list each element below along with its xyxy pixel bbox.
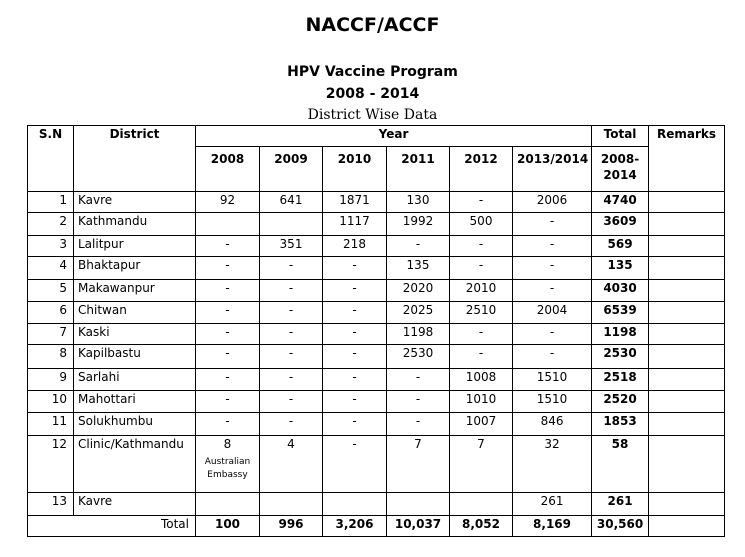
value-cell [323, 493, 387, 516]
remarks-cell [649, 192, 725, 213]
total-2008: 100 [196, 516, 260, 537]
sn-cell: 9 [28, 369, 74, 391]
table-row [28, 302, 725, 324]
district-cell: Bhaktapur [74, 257, 196, 280]
value-cell [260, 493, 323, 516]
value-cell: 1510 [513, 391, 592, 413]
header-total: Total [592, 126, 649, 147]
value-cell: - [260, 391, 323, 413]
value-cell: 130 [387, 192, 450, 213]
page-title: NACCF/ACCF [305, 14, 440, 36]
row-total-cell: 1198 [592, 324, 649, 345]
value-cell: - [196, 236, 260, 257]
value-cell: 2010 [450, 280, 513, 302]
value-cell: - [450, 236, 513, 257]
value-cell: 500 [450, 213, 513, 236]
value-cell: - [260, 257, 323, 280]
totals-remarks [649, 516, 725, 537]
value-cell [260, 213, 323, 236]
value-cell: 1117 [323, 213, 387, 236]
table-row [28, 213, 725, 236]
table-subtitle: District Wise Data [307, 107, 438, 123]
header-year-2013-2014: 2013/2014 [513, 147, 592, 192]
table-row [28, 324, 725, 345]
row-total-cell: 3609 [592, 213, 649, 236]
value-cell: 2006 [513, 192, 592, 213]
remarks-cell [649, 369, 725, 391]
total-2011: 10,037 [387, 516, 450, 537]
value-cell: 261 [513, 493, 592, 516]
remark-note-line1: Australian [204, 457, 251, 467]
district-cell: Lalitpur [74, 236, 196, 257]
sn-cell: 13 [28, 493, 74, 516]
header-district: District [74, 126, 196, 192]
value-cell: 1510 [513, 369, 592, 391]
value-cell: - [323, 436, 387, 493]
row-total-cell: 2520 [592, 391, 649, 413]
sn-cell: 12 [28, 436, 74, 493]
value-cell: 135 [387, 257, 450, 280]
value-cell: 1871 [323, 192, 387, 213]
value-cell: - [513, 324, 592, 345]
district-cell: Solukhumbu [74, 413, 196, 436]
value-cell: - [323, 391, 387, 413]
district-cell: Kapilbastu [74, 345, 196, 369]
remarks-cell [649, 302, 725, 324]
value-cell: - [450, 345, 513, 369]
value-cell: - [387, 236, 450, 257]
value-cell: 2025 [387, 302, 450, 324]
district-data-table [27, 125, 725, 537]
header-year-2008: 2008 [196, 147, 260, 192]
remarks-cell [649, 493, 725, 516]
value-cell: 2510 [450, 302, 513, 324]
remarks-cell [649, 413, 725, 436]
district-cell: Clinic/Kathmandu [74, 436, 196, 493]
value-cell: 1008 [450, 369, 513, 391]
value-cell: - [323, 369, 387, 391]
sn-cell: 11 [28, 413, 74, 436]
value-cell: - [196, 257, 260, 280]
value-cell: - [260, 280, 323, 302]
value-cell: - [513, 345, 592, 369]
row-total-cell: 569 [592, 236, 649, 257]
row-total-cell: 6539 [592, 302, 649, 324]
value-cell: 1198 [387, 324, 450, 345]
value-cell: 2004 [513, 302, 592, 324]
value-cell: - [260, 324, 323, 345]
table-row [28, 413, 725, 436]
value-cell [196, 493, 260, 516]
value-cell: - [260, 302, 323, 324]
total-2010: 3,206 [323, 516, 387, 537]
value-cell: 4 [260, 436, 323, 493]
sn-cell: 1 [28, 192, 74, 213]
row-total-cell: 1853 [592, 413, 649, 436]
header-year-2010: 2010 [323, 147, 387, 192]
period-title: 2008 - 2014 [325, 86, 420, 102]
table-row [28, 493, 725, 516]
value-cell: - [196, 369, 260, 391]
table-row [28, 257, 725, 280]
value-cell: 2020 [387, 280, 450, 302]
value-cell: - [450, 324, 513, 345]
row-total-cell: 261 [592, 493, 649, 516]
totals-row [28, 516, 725, 537]
sn-cell: 6 [28, 302, 74, 324]
value-cell: - [323, 257, 387, 280]
table-row [28, 345, 725, 369]
value-cell: - [196, 302, 260, 324]
sn-cell: 7 [28, 324, 74, 345]
value-cell: - [513, 257, 592, 280]
sn-cell: 8 [28, 345, 74, 369]
value-cell [387, 493, 450, 516]
program-title: HPV Vaccine Program [287, 64, 458, 80]
value-cell: 92 [196, 192, 260, 213]
value-cell: 1007 [450, 413, 513, 436]
remarks-cell [649, 280, 725, 302]
total-range-end: 2014 [603, 168, 637, 182]
value-cell: 1010 [450, 391, 513, 413]
table-row [28, 369, 725, 391]
value-cell: - [260, 345, 323, 369]
value-cell: - [196, 324, 260, 345]
district-cell: Kaski [74, 324, 196, 345]
remarks-cell [649, 345, 725, 369]
table-row [28, 236, 725, 257]
value-cell: - [323, 413, 387, 436]
value-cell: - [387, 391, 450, 413]
remarks-cell [649, 257, 725, 280]
remarks-cell [649, 324, 725, 345]
value-cell: - [450, 192, 513, 213]
remark-note [200, 456, 255, 482]
value-cell: - [513, 280, 592, 302]
row-total-cell: 2518 [592, 369, 649, 391]
total-range-start: 2008- [600, 152, 640, 166]
value-cell: - [513, 236, 592, 257]
value-cell [196, 213, 260, 236]
remarks-cell [649, 236, 725, 257]
row-total-cell: 4030 [592, 280, 649, 302]
table-row [28, 436, 725, 493]
district-cell: Kavre [74, 493, 196, 516]
header-year-2012: 2012 [450, 147, 513, 192]
total-2012: 8,052 [450, 516, 513, 537]
value-cell: - [196, 413, 260, 436]
total-2013-2014: 8,169 [513, 516, 592, 537]
value-cell: - [260, 413, 323, 436]
value-cell: 218 [323, 236, 387, 257]
value-cell: - [387, 413, 450, 436]
table-row [28, 192, 725, 213]
value-cell: - [323, 324, 387, 345]
value-cell: - [323, 302, 387, 324]
value-cell: - [196, 391, 260, 413]
header-year-2009: 2009 [260, 147, 323, 192]
header-year: Year [196, 126, 592, 147]
value-cell: - [323, 345, 387, 369]
header-remarks: Remarks [649, 126, 725, 192]
district-cell: Kathmandu [74, 213, 196, 236]
remarks-cell [649, 213, 725, 236]
value-cell: - [260, 369, 323, 391]
district-cell: Makawanpur [74, 280, 196, 302]
row-total-cell: 58 [592, 436, 649, 493]
value-text: 8 [223, 437, 232, 451]
value-cell: 641 [260, 192, 323, 213]
value-cell: - [323, 280, 387, 302]
table-row [28, 280, 725, 302]
value-cell: 351 [260, 236, 323, 257]
row-total-cell: 2530 [592, 345, 649, 369]
value-cell: 1992 [387, 213, 450, 236]
value-cell: - [513, 213, 592, 236]
value-cell [450, 493, 513, 516]
value-cell: 7 [387, 436, 450, 493]
sn-cell: 5 [28, 280, 74, 302]
total-2009: 996 [260, 516, 323, 537]
row-total-cell: 4740 [592, 192, 649, 213]
value-cell: 7 [450, 436, 513, 493]
sn-cell: 10 [28, 391, 74, 413]
remark-note-line2: Embassy [207, 470, 248, 480]
sn-cell: 3 [28, 236, 74, 257]
value-cell [196, 436, 260, 493]
table-row [28, 391, 725, 413]
remarks-cell [649, 436, 725, 493]
header-row [28, 126, 725, 147]
value-cell: 846 [513, 413, 592, 436]
value-cell: - [450, 257, 513, 280]
district-cell: Sarlahi [74, 369, 196, 391]
row-total-cell: 135 [592, 257, 649, 280]
value-cell: 32 [513, 436, 592, 493]
value-cell: - [196, 345, 260, 369]
district-cell: Mahottari [74, 391, 196, 413]
grand-total: 30,560 [592, 516, 649, 537]
sn-cell: 2 [28, 213, 74, 236]
header-total-range [592, 147, 649, 192]
header-year-2011: 2011 [387, 147, 450, 192]
value-cell: - [387, 369, 450, 391]
value-cell: - [196, 280, 260, 302]
value-cell: 2530 [387, 345, 450, 369]
district-cell: Chitwan [74, 302, 196, 324]
district-cell: Kavre [74, 192, 196, 213]
remarks-cell [649, 391, 725, 413]
header-sn: S.N [28, 126, 74, 192]
totals-label: Total [28, 516, 196, 537]
sn-cell: 4 [28, 257, 74, 280]
